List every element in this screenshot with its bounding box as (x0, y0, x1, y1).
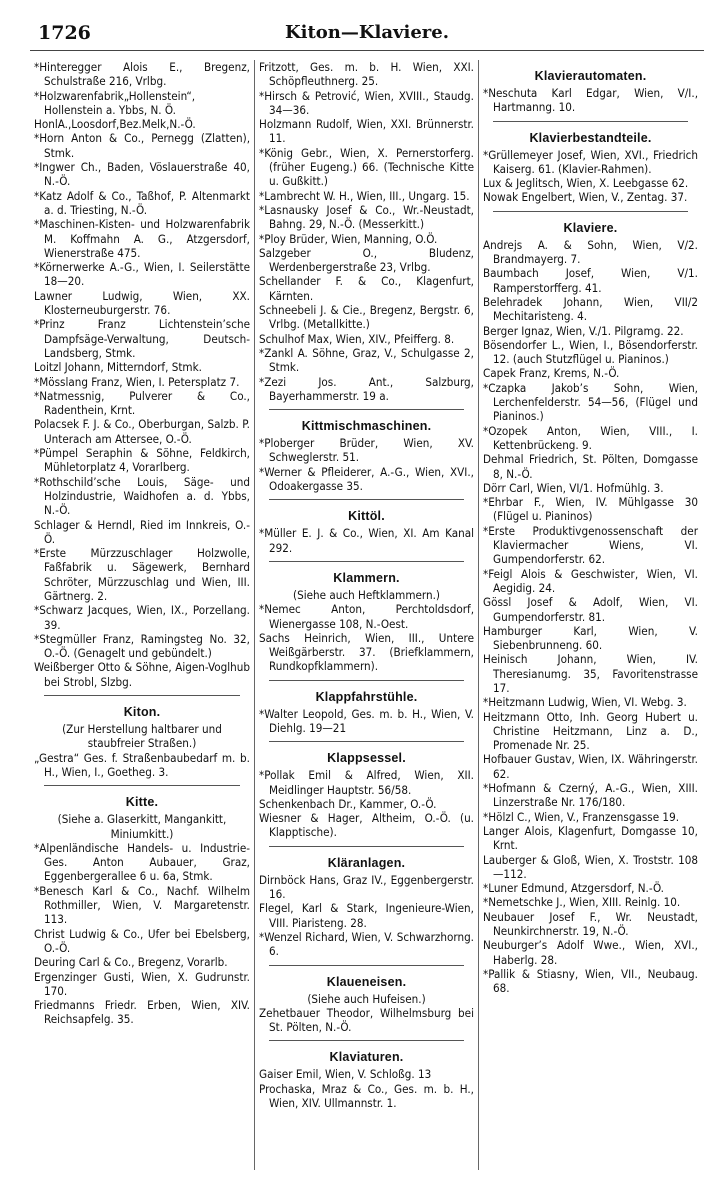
directory-entry: Gaiser Emil, Wien, V. Schloßg. 13 (259, 1067, 432, 1082)
directory-entry: Prochaska, Mraz & Co., Ges. m. b. H., Wien, XIV. Ullmannstr. 1. (259, 1081, 474, 1111)
directory-entry: *Wenzel Richard, Wien, V. Schwarzhorng. 6. (259, 929, 474, 959)
section-title: Klavierautomaten. (534, 69, 647, 83)
directory-entry: *Luner Edmund, Atzgersdorf, N.-Ö. (483, 881, 664, 896)
directory-entry: Baumbach Josef, Wien, V/1. Ramperstorfferg. 41. (483, 266, 698, 295)
directory-entry: Hofbauer Gustav, Wien, IX. Währingerstr. 62. (483, 752, 698, 781)
directory-entry: *Katz Adolf & Co., Taßhof, P. Altenmarkt a. d. Triesting, N.-Ö. (34, 188, 250, 217)
directory-entry: Ergenzinger Gusti, Wien, X. Gudrunstr. 170. (34, 969, 250, 998)
directory-entry: *Nemec Anton, Perchtoldsdorf, Wienergasse 108, N.-Oest. (259, 602, 474, 631)
directory-entry: Friedmanns Friedr. Erben, Wien, XIV. Reichsapfelg. 35. (34, 998, 250, 1027)
directory-entry: Weißberger Otto & Söhne, Aigen-Voglhub bei Strobl, Slzbg. (34, 660, 250, 689)
directory-entry: *Benesch Karl & Co., Nachf. Wilhelm Rothmiller, Wien, V. Margaretenstr. 113. (34, 883, 250, 927)
directory-entry: HonlA.,Loosdorf,Bez.Melk,N.-Ö. (34, 117, 196, 132)
directory-entry: *Mösslang Franz, Wien, I. Petersplatz 7. (34, 374, 240, 389)
directory-entry: Gössl Josef & Adolf, Wien, VI. Gumpendorferstr. 81. (483, 595, 698, 624)
directory-entry: *Heitzmann Ludwig, Wien, VI. Webg. 3. (483, 695, 687, 710)
directory-entry: *Zankl A. Söhne, Graz, V., Schulgasse 2, Stmk. (259, 345, 474, 375)
directory-entry: Schlager & Herndl, Ried im Innkreis, O.-Ö. (34, 517, 250, 546)
directory-entry: *Ehrbar F., Wien, IV. Mühlgasse 30 (Flügel u. Pianinos) (483, 495, 698, 524)
column-2 (254, 60, 478, 1170)
section-title: Kiton. (123, 705, 161, 720)
section-title: Klaueneisen. (326, 974, 407, 989)
section-title: Kläranlagen. (327, 855, 406, 870)
directory-entry: *Alpenländische Handels- u. Industrie-Ges. Anton Aubauer, Graz, Eggenbergerallee 6 u. 6a, Stmk. (34, 840, 250, 884)
directory-entry: Belehradek Johann, Wien, VII/2 Mechitaristeng. 4. (483, 294, 698, 324)
section-divider (44, 785, 240, 786)
section-divider (269, 561, 464, 562)
directory-entry: *Holzwarenfabrik„Hollenstein“, Hollenstein a. Ybbs, N. Ö. (34, 88, 196, 117)
section-divider (493, 211, 688, 212)
directory-entry: *Grüllemeyer Josef, Wien, XVI., Friedrich Kaiserg. 61. (Klavier-Rahmen). (483, 147, 698, 176)
directory-entry: *Schwarz Jacques, Wien, IX., Porzellang. 39. (34, 603, 250, 632)
directory-entry: Sachs Heinrich, Wien, III., Untere Weißgärberstr. 37. (Briefklammern, Rundkopfklammern). (259, 630, 474, 674)
directory-entry: *Neschuta Karl Edgar, Wien, V/I., Hartmanng. 10. (483, 86, 698, 115)
directory-entry: Wiesner & Hager, Altheim, O.-Ö. (u. Klapptische). (259, 811, 474, 840)
directory-entry: *Ploberger Brüder, Wien, XV. Schweglerstr. 51. (259, 436, 474, 465)
directory-entry: Heitzmann Otto, Inh. Georg Hubert u. Christine Heitzmann, Linz a. D., Promenade Nr. 25. (483, 709, 698, 753)
directory-entry: Schenkenbach Dr., Kammer, O.-Ö. (259, 796, 437, 811)
directory-entry: Bösendorfer L., Wien, I., Bösendorferstr. 12. (auch Stutzflügel u. Pianinos.) (483, 337, 698, 367)
section-note: (Siehe auch Hufeisen.) (307, 991, 426, 1006)
directory-entry: Zehetbauer Theodor, Wilhelmsburg bei St. Pölten, N.-Ö. (259, 1005, 474, 1035)
directory-entry: *Rothschild’sche Louis, Säge- und Holzindustrie, Waidhofen a. d. Ybbs, N.-Ö. (34, 474, 250, 518)
directory-entry: Neuburger’s Adolf Wwe., Wien, XVI., Haberlg. 28. (483, 938, 698, 967)
directory-entry: Dirnböck Hans, Graz IV., Eggenbergerstr. 16. (259, 872, 474, 902)
directory-entry: Neubauer Josef F., Wr. Neustadt, Neunkirchnerstr. 19, N.-Ö. (483, 909, 698, 939)
directory-entry: *Walter Leopold, Ges. m. b. H., Wien, V. Diehlg. 19—21 (259, 706, 474, 735)
directory-entry: *Pümpel Seraphin & Söhne, Feldkirch, Mühletorplatz 4, Vorarlberg. (34, 446, 250, 475)
directory-entry: *Lambrecht W. H., Wien, III., Ungarg. 15. (259, 188, 470, 203)
directory-entry: *Ingwer Ch., Baden, Vöslauerstraße 40, N.-Ö. (34, 160, 250, 189)
page-number: 1726 (38, 22, 91, 44)
directory-entry: Deuring Carl & Co., Bregenz, Vorarlb. (34, 955, 228, 970)
section-title: Klavierbestandteile. (529, 130, 652, 145)
directory-entry: *Lasnausky Josef & Co., Wr.-Neustadt, Bahng. 29, N.-Ö. (Messerkitt.) (259, 202, 474, 232)
directory-entry: Dörr Carl, Wien, VI/1. Hofmühlg. 3. (483, 480, 664, 495)
directory-entry: *Hölzl C., Wien, V., Franzensgasse 19. (483, 809, 680, 824)
directory-entry: *Maschinen-Kisten- und Holzwarenfabrik M. Koffmahn A. G., Atzgersdorf, Wienerstraße 475. (34, 217, 250, 260)
directory-entry: *Stegmüller Franz, Ramingsteg No. 32, O.-Ö. (Genagelt und gebündelt.) (34, 631, 250, 661)
directory-entry: *Nemetschke J., Wien, XIII. Reinlg. 10. (483, 895, 681, 910)
section-title: Klappfahrstühle. (315, 689, 418, 704)
directory-entry: *Hofmann & Czerný, A.-G., Wien, XIII. Linzerstraße Nr. 176/180. (483, 781, 698, 810)
directory-entry: Holzmann Rudolf, Wien, XXI. Brünnerstr. 11. (259, 117, 474, 146)
directory-entry: *Horn Anton & Co., Pernegg (Zlatten), Stmk. (34, 131, 250, 160)
section-divider (269, 741, 464, 742)
directory-entry: Fritzott, Ges. m. b. H. Wien, XXI. Schöpfleuthnerg. 25. (259, 60, 474, 89)
column-1 (30, 60, 254, 1170)
directory-entry: Christ Ludwig & Co., Ufer bei Ebelsberg, O.-Ö. (34, 926, 250, 955)
section-title: Klaviere. (563, 220, 618, 235)
section-divider (269, 965, 464, 966)
directory-entry: Dehmal Friedrich, St. Pölten, Domgasse 8, N.-Ö. (483, 452, 698, 481)
directory-entry: *Ploy Brüder, Wien, Manning, O.Ö. (259, 231, 438, 246)
directory-entry: *Pallik & Stiasny, Wien, VII., Neubaug. 68. (483, 966, 698, 996)
section-note: (Siehe a. Glaserkitt, Mangankitt, Miniumkitt.) (57, 812, 227, 841)
directory-entry: *Müller E. J. & Co., Wien, XI. Am Kanal 292. (259, 526, 474, 555)
directory-entry: Schellander F. & Co., Klagenfurt, Kärnten. (259, 274, 474, 303)
directory-entry: *König Gebr., Wien, X. Pernerstorferg. (früher Eugeng.) 66. (Technische Kitte u. Gußkitt.) (259, 145, 474, 189)
directory-entry: *Hinteregger Alois E., Bregenz, Schulstraße 216, Vrlbg. (34, 60, 250, 89)
directory-entry: *Erste Produktivgenossenschaft der Klaviermacher Wiens, VI. Gumpendorferstr. 62. (483, 523, 698, 567)
section-divider (493, 121, 688, 122)
section-note: (Zur Herstellung haltbarer und staubfreier Straßen.) (62, 722, 222, 751)
directory-entry: *Körnerwerke A.-G., Wien, I. Seilerstätte 18—20. (34, 260, 250, 289)
directory-entry: *Feigl Alois & Geschwister, Wien, VI. Aegidig. 24. (483, 566, 698, 595)
section-note: (Siehe auch Heftklammern.) (293, 587, 440, 602)
directory-entry: *Zezi Jos. Ant., Salzburg, Bayerhammerstr. 19 a. (259, 374, 474, 403)
section-title: Kitte. (125, 795, 159, 810)
directory-entry: Nowak Engelbert, Wien, V., Zentag. 37. (483, 190, 688, 205)
directory-columns (30, 60, 704, 1170)
section-title: Klaviaturen. (329, 1050, 404, 1065)
directory-entry: *Czapka Jakob’s Sohn, Wien, Lerchenfelderstr. 54—56, (Flügel und Pianinos.) (483, 380, 698, 424)
section-divider (269, 409, 464, 410)
directory-entry: Lux & Jeglitsch, Wien, X. Leebgasse 62. (483, 176, 689, 191)
directory-entry: *Werner & Pfleiderer, A.-G., Wien, XVI., Odoakergasse 35. (259, 464, 474, 494)
directory-entry: Lawner Ludwig, Wien, XX. Klosterneuburgerstr. 76. (34, 288, 250, 318)
directory-entry: *Prinz Franz Lichtenstein’sche Dampfsäge-Verwaltung, Deutsch-Landsberg, Stmk. (34, 317, 250, 360)
section-divider (269, 680, 464, 681)
directory-entry: Hamburger Karl, Wien, V. Siebenbrunneng. 60. (483, 623, 698, 653)
directory-entry: Schulhof Max, Wien, XIV., Pfeifferg. 8. (259, 331, 455, 346)
directory-entry: Langer Alois, Klagenfurt, Domgasse 10, Krnt. (483, 823, 698, 853)
directory-entry: *Pollak Emil & Alfred, Wien, XII. Meidlinger Hauptstr. 56/58. (259, 768, 474, 797)
directory-entry: Capek Franz, Krems, N.-Ö. (483, 366, 620, 381)
directory-entry: Salzgeber O., Bludenz, Werdenbergerstraße 23, Vrlbg. (259, 245, 474, 275)
directory-entry: Schneebeli J. & Cie., Bregenz, Bergstr. 6, Vrlbg. (Metallkitte.) (259, 303, 474, 332)
section-title: Kittmischmaschinen. (301, 419, 432, 434)
section-divider (269, 846, 464, 847)
directory-entry: Lauberger & Gloß, Wien, X. Troststr. 108—112. (483, 852, 698, 881)
section-divider (44, 695, 240, 696)
directory-entry: Loitzl Johann, Mitterndorf, Stmk. (34, 360, 202, 375)
column-3 (478, 60, 702, 1170)
directory-entry: Polacsek F. J. & Co., Oberburgan, Salzb. P. Unterach am Attersee, O.-Ö. (34, 417, 250, 446)
directory-entry: Flegel, Karl & Stark, Ingenieure-Wien, VIII. Piaristeng. 28. (259, 901, 474, 930)
section-title: Klappsessel. (327, 751, 406, 766)
section-title: Klammern. (333, 570, 400, 585)
directory-entry: *Hirsch & Petrović, Wien, XVIII., Staudg. 34—36. (259, 88, 474, 117)
directory-entry: Berger Ignaz, Wien, V./1. Pilgramg. 22. (483, 323, 684, 338)
section-title: Kittöl. (348, 509, 385, 524)
directory-entry: Andrejs A. & Sohn, Wien, V/2. Brandmayerg. 7. (483, 237, 698, 267)
section-divider (269, 499, 464, 500)
page-header (30, 20, 704, 51)
directory-entry: *Erste Mürzzuschlager Holzwolle, Faßfabrik u. Sägewerk, Bernhard Schröter, Mürzzuschlag und Wien, III. Gärtnerg. 2. (34, 546, 250, 603)
directory-entry: *Ozopek Anton, Wien, VIII., I. Kettenbrückeng. 9. (483, 423, 698, 452)
directory-entry: *Natmessnig, Pulverer & Co., Radenthein, Krnt. (34, 388, 250, 418)
section-divider (269, 1040, 464, 1041)
running-title: Kiton—Klaviere. (285, 22, 449, 43)
directory-entry: Heinisch Johann, Wien, IV. Theresianumg. 35, Favoritenstrasse 17. (483, 652, 698, 695)
directory-entry: „Gestra“ Ges. f. Straßenbaubedarf m. b. H., Wien, I., Goetheg. 3. (34, 750, 250, 779)
